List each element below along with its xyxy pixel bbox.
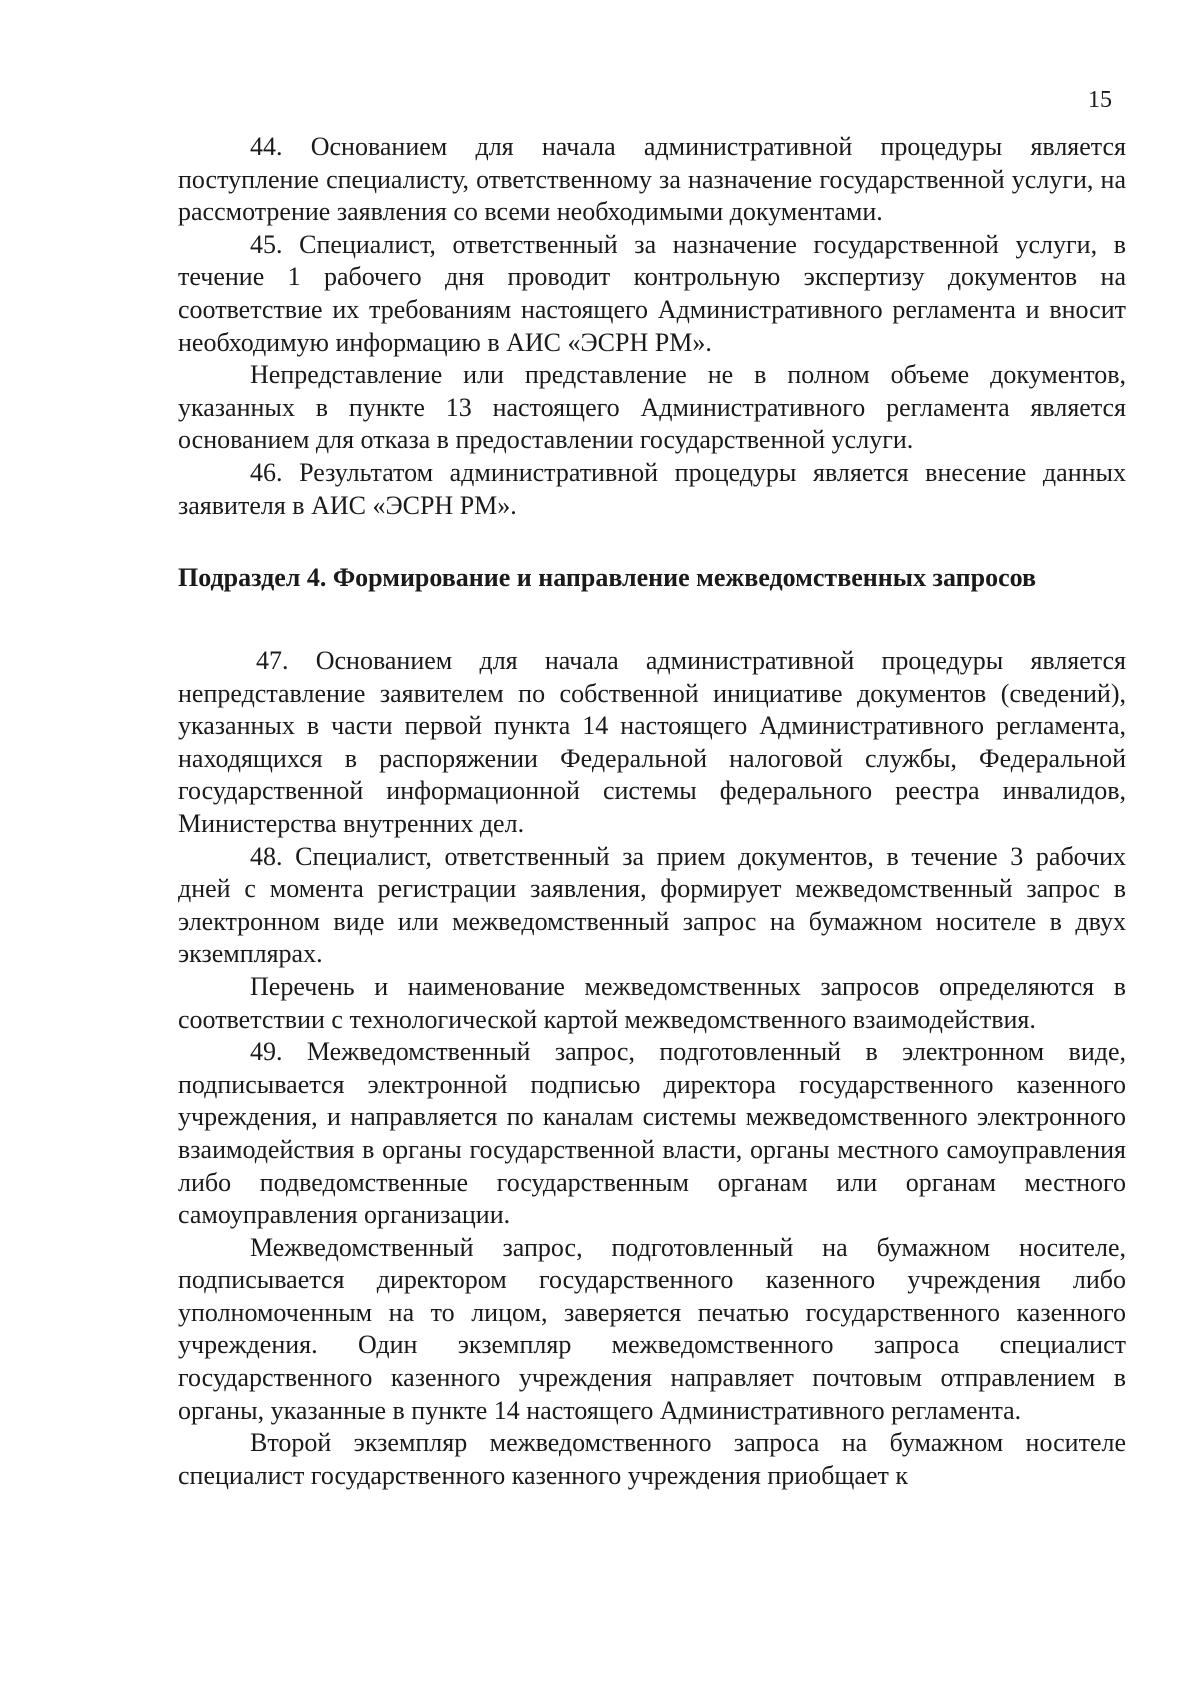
paragraph-47: 47. Основанием для начала административной процедуры является непредставление заявителем по собственной инициативе документов (сведений), указанных в части первой пункта 14 настоящего Административного регламента, находящихся в распоряжении Федеральной налоговой службы, Федеральной государственной информационной системы федерального реестра инвалидов, Министерства внутренних дел. [178,646,1126,838]
page-number: 15 [1088,87,1112,113]
paragraph-45: 45. Специалист, ответственный за назначение государственной услуги, в течение 1 рабочего дня проводит контрольную экспертизу документов на соответствие их требованиям настоящего Административного регламента и вносит необходимую информацию в АИС «ЭСРН РМ». [178,229,1126,357]
paragraph-46: 46. Результатом административной процедуры является внесение данных заявителя в АИС «ЭСРН РМ». [178,457,1126,520]
paragraph-non-submission: Непредставление или представление не в полном объеме документов, указанных в пункте 13 настоящего Административного регламента является основанием для отказа в предоставлении государственной услуги. [178,360,1126,455]
section-heading: Подраздел 4. Формирование и направление межведомственных запросов [178,563,1037,592]
section-text-block [178,645,1126,1492]
procedure-text-block [178,131,1126,522]
paragraph-49: 49. Межведомственный запрос, подготовленный в электронном виде, подписывается электронной подписью директора государственного казенного учреждения, и направляется по каналам системы межведомственного электронного взаимодействия в органы государственной власти, органы местного самоуправления либо подведомственные государственным органам или органам местного самоуправления организации. [178,1037,1126,1230]
paragraph-48: 48. Специалист, ответственный за прием документов, в течение 3 рабочих дней с момента регистрации заявления, формирует межведомственный запрос в электронном виде или межведомственный запрос на бумажном носителе в двух экземплярах. [178,841,1126,969]
paragraph-list-of-requests: Перечень и наименование межведомственных запросов определяются в соответствии с технологической картой межведомственного взаимодействия. [178,971,1126,1034]
paragraph-paper-request: Межведомственный запрос, подготовленный на бумажном носителе, подписывается директором государственного казенного учреждения либо уполномоченным на то лицом, заверяется печатью государственного казенного учреждения. Один экземпляр межведомственного запроса специалист государственного казенного учреждения направляет почтовым отправлением в органы, указанные в пункте 14 настоящего Административного регламента. [178,1232,1126,1425]
paragraph-second-copy: Второй экземпляр межведомственного запроса на бумажном носителе специалист государственного казенного учреждения приобщает к [178,1428,1126,1490]
paragraph-44: 44. Основанием для начала административной процедуры является поступление специалисту, ответственному за назначение государственной услуги, на рассмотрение заявления со всеми необходимыми документами. [178,132,1126,227]
